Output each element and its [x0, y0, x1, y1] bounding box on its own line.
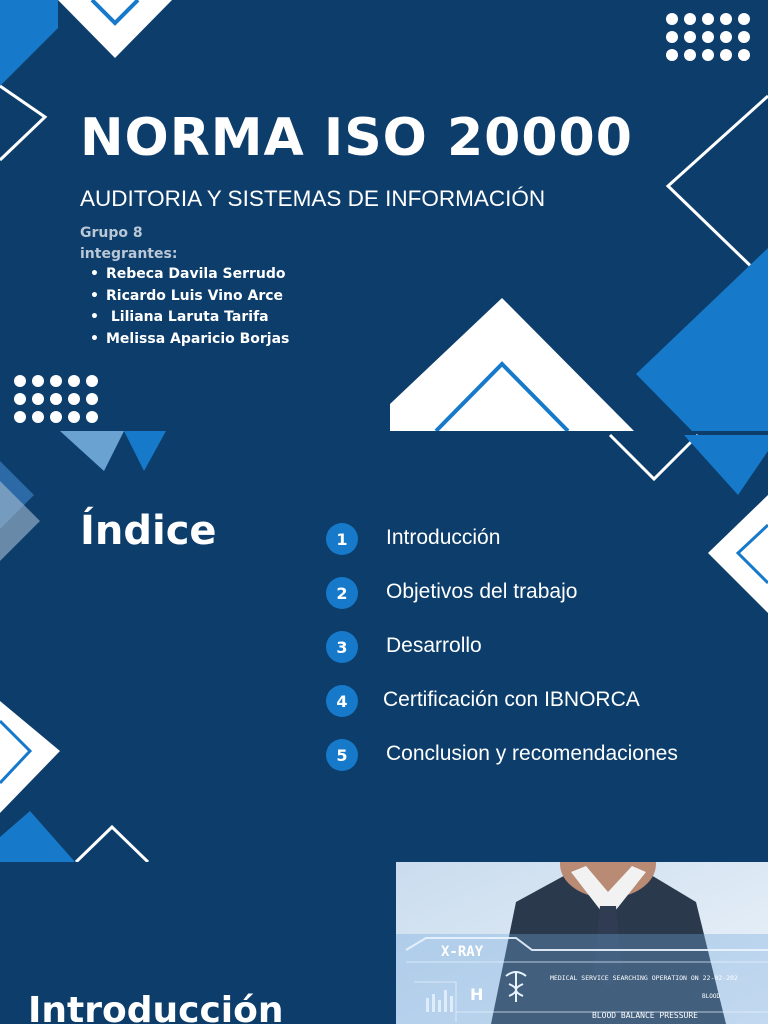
members-label: integrantes: [80, 246, 178, 262]
blood-label: BLOOD [702, 993, 721, 1000]
toc-item-introduccion[interactable] [326, 521, 746, 555]
toc-number-badge: 1 [326, 523, 358, 555]
white-triangle-shape [58, 0, 172, 58]
toc-item-objetivos[interactable] [326, 575, 746, 609]
toc-item-label: Objetivos del trabajo [386, 580, 578, 603]
blue-triangle-bottom-left [0, 811, 75, 862]
blue-triangle-top-right [684, 435, 768, 495]
members-list [90, 264, 289, 350]
dot-grid-top-right [666, 13, 750, 61]
member-item: • Ricardo Luis Vino Arce [90, 287, 284, 304]
index-title: Índice [80, 508, 217, 554]
cover-decoration [0, 0, 768, 431]
light-diamond-shape [60, 431, 124, 471]
outline-chevron-top-right [610, 435, 698, 479]
h-label: H [470, 985, 484, 1004]
cover-slide [0, 0, 768, 431]
xray-photo [396, 862, 768, 1024]
pressure-label: BLOOD BALANCE PRESSURE [592, 1011, 698, 1020]
member-item: • Rebeca Davila Serrudo [90, 266, 286, 282]
intro-title: Introducción [28, 990, 284, 1024]
search-label: MEDICAL SERVICE SEARCHING OPERATION ON 22-02-202 [550, 974, 738, 982]
toc-number-badge: 4 [326, 685, 358, 717]
toc-item-conclusion[interactable] [326, 737, 746, 771]
group-label: Grupo 8 [80, 225, 143, 241]
toc-item-label: Desarrollo [386, 634, 482, 657]
toc-item-certificacion[interactable] [326, 683, 746, 717]
xray-label: X-RAY [441, 944, 484, 960]
toc-item-label: Introducción [386, 526, 501, 549]
member-item: • Liliana Laruta Tarifa [90, 309, 269, 325]
toc-number-badge: 2 [326, 577, 358, 609]
toc-item-label: Certificación con IBNORCA [383, 688, 640, 711]
toc-item-label: Conclusion y recomendaciones [386, 742, 678, 765]
dot-grid-bottom-left [14, 375, 98, 423]
outline-chevron [0, 86, 45, 160]
toc-number-badge: 5 [326, 739, 358, 771]
member-item: • Melissa Aparicio Borjas [90, 330, 290, 347]
intro-slide [0, 862, 768, 1024]
document-title: NORMA ISO 20000 [80, 108, 633, 168]
toc-item-desarrollo[interactable] [326, 629, 746, 663]
outline-chevron-bottom [76, 827, 148, 862]
blue-diamond-right [636, 248, 768, 431]
white-triangle-center [390, 298, 634, 431]
index-slide [0, 431, 768, 862]
blue-diamond-shape [0, 0, 58, 86]
toc-number-badge: 3 [326, 631, 358, 663]
outline-diamond-right [668, 96, 768, 275]
white-diamond-left [0, 701, 60, 813]
document-subtitle: AUDITORIA Y SISTEMAS DE INFORMACIÓN [80, 186, 546, 211]
